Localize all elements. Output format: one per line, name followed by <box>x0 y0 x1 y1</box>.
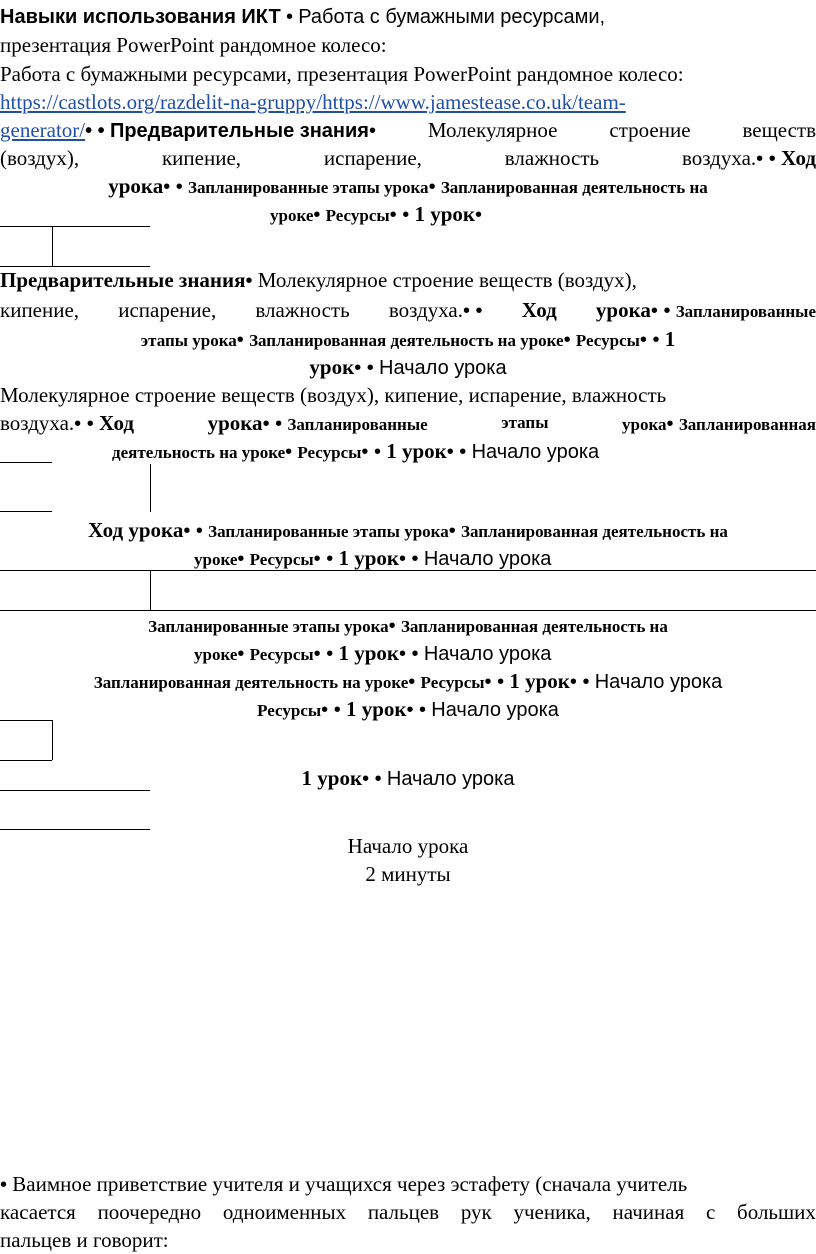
heading-planned-stages: Запланированные этапы урока <box>148 617 389 636</box>
doc-line-14 <box>0 409 816 439</box>
bullet: • <box>285 441 293 463</box>
word: Запланированные <box>675 302 816 321</box>
heading-planned-activity: деятельность на уроке <box>112 443 286 462</box>
prelim-label: Предварительные знания <box>109 120 369 142</box>
word: 1 <box>664 327 676 351</box>
heading-resources: Ресурсы <box>249 550 314 569</box>
lesson-label: 1 урок <box>338 546 399 570</box>
doc-line-5 <box>0 116 816 145</box>
doc-line-3: Работа с бумажными ресурсами, презентация PowerPoint рандомное колесо: <box>0 62 684 86</box>
bullet: • <box>408 671 416 693</box>
word: с <box>705 1200 716 1224</box>
heading-lesson-flow: Ход урока <box>88 518 184 542</box>
table-rule <box>0 720 52 721</box>
bullet: • • <box>399 548 419 570</box>
doc-line-21 <box>0 695 816 725</box>
table-rule <box>52 720 53 760</box>
word: урока <box>622 415 667 434</box>
word: воздуха. <box>388 298 463 322</box>
bullet: • <box>448 520 456 542</box>
bullet: • <box>563 329 571 351</box>
duration-label: 2 минуты <box>365 862 451 886</box>
doc-line-9 <box>0 266 816 295</box>
bullet: • <box>368 120 376 142</box>
lesson-start-label: Начало урока <box>423 643 552 665</box>
bullet: • <box>313 204 321 226</box>
table-rule <box>52 226 53 266</box>
word: ученика, <box>513 1200 591 1224</box>
bullet: • • <box>321 699 341 721</box>
text: Молекулярное строение веществ (воздух), кипение, испарение, влажность <box>0 383 667 407</box>
word: Запланированные <box>287 415 428 434</box>
word: испарение, <box>323 146 422 170</box>
word: Ход <box>780 146 816 170</box>
bullet: • • <box>406 699 427 721</box>
doc-line-8 <box>270 200 816 230</box>
heading-planned-stages: Запланированные этапы урока <box>208 522 449 541</box>
heading-planned-activity: Запланированная деятельность на <box>460 522 728 541</box>
word: уроке <box>194 645 238 664</box>
bullet: • <box>237 643 245 665</box>
heading-planned-stages: Запланированные этапы урока <box>188 178 429 197</box>
heading-resources: Ресурсы <box>257 701 322 720</box>
doc-line-19 <box>194 639 816 669</box>
doc-line-7 <box>0 172 816 202</box>
bullet: • <box>285 6 293 28</box>
table-rule <box>0 760 52 761</box>
doc-line-11 <box>0 325 816 355</box>
lesson-label: 1 урок <box>345 697 407 721</box>
doc-line-27: пальцев и говорит: <box>0 1228 169 1252</box>
doc-line-15 <box>112 437 816 467</box>
doc-line-18 <box>0 611 816 641</box>
table-rule <box>0 226 150 227</box>
bullet: • • <box>85 120 105 142</box>
table-rule <box>0 511 52 512</box>
bullet: • • <box>463 300 483 322</box>
word: касается <box>0 1200 76 1224</box>
bullet: • • <box>446 441 467 463</box>
lesson-start-label: Начало урока <box>386 768 515 790</box>
bullet: • • <box>313 643 334 665</box>
lesson-start-heading: Начало урока <box>347 834 469 858</box>
heading-resources: Ресурсы <box>297 443 362 462</box>
bullet: • <box>428 176 436 198</box>
heading-planned-activity: Запланированная деятельность на уроке <box>93 673 409 692</box>
lesson-label: 1 урок <box>414 202 475 226</box>
doc-line-2: презентация PowerPoint рандомное колесо: <box>0 33 387 57</box>
word: воздуха. <box>0 411 75 435</box>
bullet: • • <box>569 671 590 693</box>
bullet: • • <box>389 204 410 226</box>
heading-planned-activity: Запланированная деятельность на уроке <box>249 331 564 350</box>
bullet: • • <box>313 548 334 570</box>
bullet: • <box>388 615 396 637</box>
bullet: • <box>245 270 253 292</box>
bullet: • <box>236 329 244 351</box>
table-rule <box>150 570 151 610</box>
prelim-label: Предварительные знания <box>0 268 246 292</box>
bullet: • • <box>484 671 505 693</box>
lesson-start-label: Начало урока <box>431 699 559 721</box>
lesson-start-label: Начало урока <box>471 441 600 463</box>
word: Ход <box>98 411 135 435</box>
bullet: • • <box>362 768 382 790</box>
word: Запланированная <box>678 415 816 434</box>
word: веществ <box>742 118 816 142</box>
lesson-label: 1 урок <box>509 669 570 693</box>
bullet: • <box>475 204 483 226</box>
lesson-start-label: Начало урока <box>423 548 552 570</box>
table-rule <box>0 790 150 791</box>
heading-resources: Ресурсы <box>575 331 640 350</box>
word: одноименных <box>222 1200 347 1224</box>
table-rule <box>150 464 151 512</box>
doc-line-6 <box>0 144 816 173</box>
word: строение <box>609 118 691 142</box>
resource-link[interactable]: https://castlots.org/razdelit-na-gruppy/https://www.jamestease.co.uk/team- <box>0 90 626 114</box>
title-rest: Работа с бумажными ресурсами, <box>298 6 606 28</box>
lesson-label: 1 урок <box>301 766 363 790</box>
bullet: • • <box>262 413 283 435</box>
doc-line-1 <box>0 2 816 31</box>
word: поочередно <box>97 1200 202 1224</box>
bullet: • • <box>650 300 671 322</box>
word: воздуха. <box>681 146 757 170</box>
bullet: • • <box>354 357 374 379</box>
word: этапы <box>501 413 549 432</box>
table-rule <box>0 462 52 463</box>
bullet: • • <box>74 413 94 435</box>
bullet: • <box>0 1174 8 1196</box>
lesson-start-label: Начало урока <box>379 357 507 379</box>
doc-line-20 <box>0 667 816 697</box>
lesson-label: урок <box>309 355 355 379</box>
word: Ход <box>521 298 557 322</box>
resource-link-cont[interactable]: generator/ <box>0 118 86 142</box>
text: Молекулярное строение веществ (воздух), <box>257 268 637 292</box>
word: Молекулярное <box>427 118 558 142</box>
bullet: • • <box>361 441 381 463</box>
heading-resources: Ресурсы <box>249 645 314 664</box>
word: рук <box>460 1200 492 1224</box>
word: кипение, <box>0 298 80 322</box>
doc-line-13 <box>0 381 816 409</box>
word: урока <box>595 298 651 322</box>
word: начиная <box>612 1200 685 1224</box>
doc-line-4 <box>0 88 816 116</box>
doc-line-10 <box>0 296 816 326</box>
text: Ваимное приветствие учителя и учащихся через эстафету (сначала учитель <box>12 1172 688 1196</box>
bullet: • • <box>183 520 203 542</box>
lesson-label: 1 урок <box>338 641 399 665</box>
doc-line-26 <box>0 1198 816 1226</box>
word: уроке <box>270 206 314 225</box>
lesson-start-label: Начало урока <box>594 671 723 693</box>
table-rule <box>0 829 150 830</box>
bullet: • • <box>639 329 660 351</box>
word: урока <box>108 174 164 198</box>
word: (воздух), <box>0 146 80 170</box>
heading-resources: Ресурсы <box>420 673 485 692</box>
bullet: • • <box>163 176 183 198</box>
word: влажность <box>504 146 600 170</box>
word: испарение, <box>118 298 217 322</box>
heading-planned-activity: Запланированная деятельность на <box>440 178 708 197</box>
heading-resources: Ресурсы <box>325 206 390 225</box>
word: кипение, <box>161 146 242 170</box>
doc-line-12 <box>0 353 816 382</box>
word: влажность <box>255 298 350 322</box>
word: этапы урока <box>140 331 237 350</box>
bullet: • • <box>399 643 419 665</box>
word: урока <box>207 411 263 435</box>
title-skills: Навыки использования ИКТ <box>0 6 281 28</box>
word: пальцев <box>367 1200 440 1224</box>
heading-planned-activity: Запланированная деятельность на <box>400 617 668 636</box>
lesson-label: 1 урок <box>386 439 447 463</box>
bullet: • <box>666 413 674 435</box>
doc-line-22 <box>0 764 816 793</box>
doc-line-25 <box>0 1170 816 1199</box>
table-rule <box>0 570 816 571</box>
bullet: • • <box>756 148 776 170</box>
word: уроке <box>194 550 238 569</box>
doc-line-16 <box>0 516 816 546</box>
bullet: • <box>237 548 245 570</box>
word: больших <box>737 1200 816 1224</box>
